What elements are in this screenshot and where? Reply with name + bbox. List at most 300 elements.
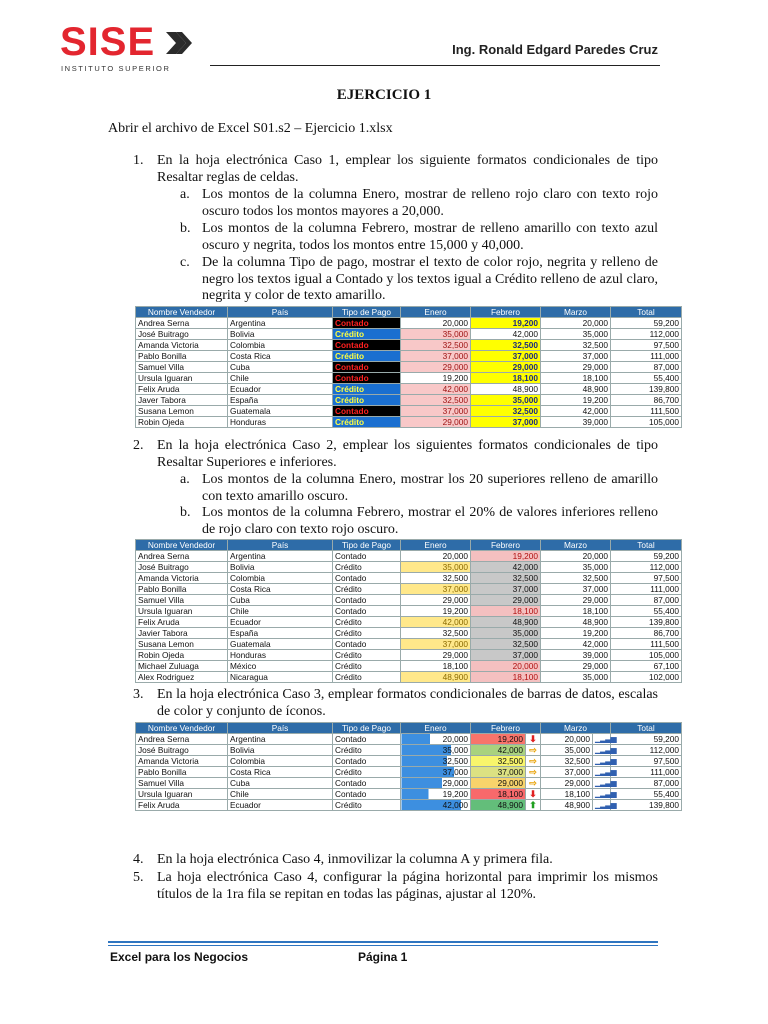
- table-cell: Pablo Bonilla: [136, 767, 228, 778]
- table-cell: 111,000: [611, 767, 682, 778]
- table-row: [136, 628, 682, 639]
- table-cell: Argentina: [228, 551, 333, 562]
- table-cell: 29,000: [541, 595, 611, 606]
- table-cell: Honduras: [228, 650, 333, 661]
- table-cell: Crédito: [333, 584, 401, 595]
- item-text: En la hoja electrónica Caso 4, inmovilizar la columna A y primera fila.: [157, 852, 553, 867]
- table-cell: 20,000: [541, 551, 611, 562]
- table-cell: Andrea Serna: [136, 734, 228, 745]
- table-cell: 32,500: [401, 340, 471, 351]
- table-cell: 97,500: [611, 340, 682, 351]
- table-row: [136, 340, 682, 351]
- column-header: Marzo: [541, 540, 611, 551]
- table-cell: Ursula Iguaran: [136, 789, 228, 800]
- table-cell: 19,200: [541, 395, 611, 406]
- table-cell: Costa Rica: [228, 584, 333, 595]
- table-cell: Contado: [333, 756, 401, 767]
- chevron-right-icon: [164, 28, 194, 58]
- table-cell: Crédito: [333, 329, 401, 340]
- data-bar-cell: 42,000: [401, 800, 471, 811]
- table-cell: 35,000: [541, 562, 611, 573]
- table-cell: 20,000: [541, 734, 593, 745]
- table-cell: 18,100: [471, 373, 541, 384]
- table-cell: 55,400: [611, 789, 682, 800]
- column-header: País: [228, 540, 333, 551]
- table-cell: Honduras: [228, 417, 333, 428]
- arrow-right-icon: ⇨: [526, 745, 541, 756]
- table-row: [136, 756, 682, 767]
- intro-text: Abrir el archivo de Excel S01.s2 – Ejercicio 1.xlsx: [108, 121, 393, 136]
- table-cell: 37,000: [541, 584, 611, 595]
- table-cell: Andrea Serna: [136, 318, 228, 329]
- data-bar-cell: 35,000: [401, 745, 471, 756]
- table-cell: Crédito: [333, 628, 401, 639]
- table-row: [136, 417, 682, 428]
- excel-table-caso2: [135, 539, 682, 683]
- table-cell: 87,000: [611, 595, 682, 606]
- arrow-up-icon: ⬆: [526, 800, 541, 811]
- table-cell: Pablo Bonilla: [136, 584, 228, 595]
- table-row: [136, 606, 682, 617]
- excel-table-caso1: [135, 306, 682, 428]
- table-cell: Argentina: [228, 318, 333, 329]
- signal-bars-icon: ▁▂▃▅: [593, 734, 611, 745]
- table-cell: Crédito: [333, 661, 401, 672]
- table-cell: Contado: [333, 362, 401, 373]
- table-cell: 35,000: [541, 329, 611, 340]
- table-cell: Javier Tabora: [136, 628, 228, 639]
- table-cell: 29,000: [541, 362, 611, 373]
- table-cell: Bolivia: [228, 745, 333, 756]
- signal-bars-icon: ▁▂▃▅: [593, 800, 611, 811]
- table-cell: 42,000: [401, 617, 471, 628]
- table-cell: 35,000: [541, 672, 611, 683]
- column-header: Nombre Vendedor: [136, 307, 228, 318]
- table-row: [136, 595, 682, 606]
- table-cell: 19,200: [401, 373, 471, 384]
- table-cell: 32,500: [541, 573, 611, 584]
- table-cell: 102,000: [611, 672, 682, 683]
- item-text: En la hoja electrónica Caso 3, emplear formatos condicionales de barras de datos, escalas de color y conjunto de íconos.: [157, 687, 658, 719]
- column-header: Febrero: [471, 540, 541, 551]
- table-cell: Robin Ojeda: [136, 650, 228, 661]
- table-cell: Chile: [228, 789, 333, 800]
- table-cell: 59,200: [611, 318, 682, 329]
- item-text: En la hoja electrónica Caso 1, emplear los siguiente formatos condicionales de tipo Resaltar reglas de celdas.: [157, 153, 658, 185]
- table-cell: 42,000: [471, 329, 541, 340]
- data-bar-cell: 37,000: [401, 767, 471, 778]
- sub-letter: b.: [180, 221, 191, 236]
- table-cell: Felix Aruda: [136, 800, 228, 811]
- table-cell: Ecuador: [228, 384, 333, 395]
- item-text: En la hoja electrónica Caso 2, emplear los siguientes formatos condicionales de tipo Resaltar Superiores e inferiores.: [157, 438, 658, 470]
- table-cell: Contado: [333, 778, 401, 789]
- color-scale-cell: 48,900: [471, 800, 526, 811]
- table-cell: 97,500: [611, 756, 682, 767]
- item-number: 4.: [133, 852, 144, 867]
- table-row: [136, 617, 682, 628]
- color-scale-cell: 18,100: [471, 789, 526, 800]
- logo-text: SISE: [60, 20, 156, 64]
- table-cell: Costa Rica: [228, 767, 333, 778]
- page-title: EJERCICIO 1: [336, 87, 432, 103]
- table-cell: 112,000: [611, 329, 682, 340]
- sub-text: Los montos de la columna Enero, mostrar los 20 superiores relleno de amarillo con texto amarillo oscuro.: [202, 472, 658, 504]
- table-cell: 29,000: [471, 362, 541, 373]
- table-cell: 35,000: [401, 329, 471, 340]
- table-cell: Andrea Serna: [136, 551, 228, 562]
- table-cell: 87,000: [611, 778, 682, 789]
- footer-course: Excel para los Negocios: [110, 950, 249, 964]
- table-cell: 20,000: [471, 661, 541, 672]
- table-cell: Susana Lemon: [136, 639, 228, 650]
- table-cell: 18,100: [401, 661, 471, 672]
- table-cell: Guatemala: [228, 639, 333, 650]
- table-cell: 111,000: [611, 584, 682, 595]
- table-cell: 29,000: [471, 595, 541, 606]
- table-cell: 20,000: [541, 318, 611, 329]
- table-cell: 32,500: [541, 756, 593, 767]
- sub-letter: c.: [180, 255, 190, 270]
- table-cell: 19,200: [471, 318, 541, 329]
- table-cell: Crédito: [333, 650, 401, 661]
- table-cell: Argentina: [228, 734, 333, 745]
- table-cell: 39,000: [541, 417, 611, 428]
- table-cell: Contado: [333, 734, 401, 745]
- table-cell: 29,000: [401, 362, 471, 373]
- column-header: Enero: [401, 540, 471, 551]
- table-cell: 32,500: [471, 573, 541, 584]
- table-row: [136, 329, 682, 340]
- table-cell: 55,400: [611, 606, 682, 617]
- table-cell: Cuba: [228, 595, 333, 606]
- column-header: Nombre Vendedor: [136, 723, 228, 734]
- table-cell: España: [228, 395, 333, 406]
- table-cell: Guatemala: [228, 406, 333, 417]
- table-cell: Amanda Victoria: [136, 756, 228, 767]
- column-header: Total: [611, 307, 682, 318]
- table-cell: 18,100: [541, 373, 611, 384]
- table-cell: Contado: [333, 406, 401, 417]
- table-cell: 32,500: [401, 628, 471, 639]
- arrow-down-icon: ⬇: [526, 734, 541, 745]
- table-cell: Ursula Iguaran: [136, 606, 228, 617]
- column-header: Tipo de Pago: [333, 540, 401, 551]
- item-number: 5.: [133, 870, 144, 885]
- table-cell: 37,000: [401, 351, 471, 362]
- table-row: [136, 406, 682, 417]
- table-cell: 18,100: [471, 606, 541, 617]
- column-header: Enero: [401, 307, 471, 318]
- table-cell: Contado: [333, 573, 401, 584]
- table-cell: Contado: [333, 595, 401, 606]
- sub-letter: b.: [180, 505, 191, 520]
- table-cell: 105,000: [611, 417, 682, 428]
- table-cell: 32,500: [401, 573, 471, 584]
- sise-logo: [60, 22, 210, 72]
- table-cell: José Buitrago: [136, 745, 228, 756]
- column-header: País: [228, 307, 333, 318]
- table-cell: Alex Rodriguez: [136, 672, 228, 683]
- table-cell: 42,000: [401, 384, 471, 395]
- table-cell: 37,000: [401, 584, 471, 595]
- table-cell: 48,900: [541, 800, 593, 811]
- table-cell: España: [228, 628, 333, 639]
- sub-text: Los montos de la columna Febrero, mostrar de relleno amarillo con texto azul oscuro y negrita, todos los montos entre 15,000 y 40,000.: [202, 221, 658, 253]
- color-scale-cell: 42,000: [471, 745, 526, 756]
- table-cell: 32,500: [471, 340, 541, 351]
- sub-text: Los montos de la columna Enero, mostrar de relleno rojo claro con texto rojo oscuro todos los montos mayores a 20,000.: [202, 187, 658, 219]
- table-cell: 32,500: [471, 406, 541, 417]
- table-cell: Ecuador: [228, 617, 333, 628]
- table-cell: Javer Tabora: [136, 395, 228, 406]
- table-cell: 97,500: [611, 573, 682, 584]
- signal-bars-icon: ▁▂▃▅: [593, 789, 611, 800]
- color-scale-cell: 37,000: [471, 767, 526, 778]
- table-cell: 111,000: [611, 351, 682, 362]
- table-cell: 19,200: [401, 606, 471, 617]
- sub-letter: a.: [180, 472, 190, 487]
- table-cell: 29,000: [541, 778, 593, 789]
- table-cell: 86,700: [611, 628, 682, 639]
- table-cell: Chile: [228, 606, 333, 617]
- table-row: [136, 395, 682, 406]
- table-cell: José Buitrago: [136, 562, 228, 573]
- color-scale-cell: 29,000: [471, 778, 526, 789]
- table-cell: 139,800: [611, 800, 682, 811]
- table-row: [136, 584, 682, 595]
- table-cell: Contado: [333, 789, 401, 800]
- table-cell: 48,900: [471, 617, 541, 628]
- table-cell: Bolivia: [228, 562, 333, 573]
- table-cell: Colombia: [228, 756, 333, 767]
- table-cell: 32,500: [541, 340, 611, 351]
- table-cell: Cuba: [228, 362, 333, 373]
- table-row: [136, 789, 682, 800]
- table-cell: 86,700: [611, 395, 682, 406]
- data-bar-cell: 29,000: [401, 778, 471, 789]
- table-cell: 111,500: [611, 639, 682, 650]
- arrow-right-icon: ⇨: [526, 767, 541, 778]
- table-cell: 18,100: [541, 606, 611, 617]
- table-cell: 29,000: [401, 595, 471, 606]
- table-cell: Crédito: [333, 351, 401, 362]
- table-cell: 37,000: [401, 639, 471, 650]
- table-cell: Samuel Villa: [136, 595, 228, 606]
- column-header: Marzo: [541, 307, 611, 318]
- table-cell: Samuel Villa: [136, 362, 228, 373]
- table-cell: 37,000: [541, 351, 611, 362]
- table-row: [136, 573, 682, 584]
- table-cell: 37,000: [471, 351, 541, 362]
- logo-subtitle: INSTITUTO SUPERIOR: [61, 64, 171, 73]
- table-cell: 20,000: [401, 318, 471, 329]
- column-header: Febrero: [471, 307, 541, 318]
- table-cell: Crédito: [333, 745, 401, 756]
- table-cell: Colombia: [228, 573, 333, 584]
- signal-bars-icon: ▁▂▃▅: [593, 778, 611, 789]
- table-cell: 18,100: [541, 789, 593, 800]
- table-cell: 37,000: [471, 417, 541, 428]
- header-divider: [210, 65, 660, 66]
- item-number: 1.: [133, 153, 144, 168]
- table-cell: 48,900: [541, 617, 611, 628]
- column-header: Total: [611, 540, 682, 551]
- table-cell: 19,200: [471, 551, 541, 562]
- table-cell: Felix Aruda: [136, 384, 228, 395]
- table-cell: 48,900: [401, 672, 471, 683]
- table-cell: 42,000: [541, 639, 611, 650]
- table-cell: 59,200: [611, 734, 682, 745]
- table-cell: 29,000: [401, 417, 471, 428]
- item-text: La hoja electrónica Caso 4, configurar la página horizontal para imprimir los mismos títulos de la 1ra fila se repitan en todas las páginas, ajustar al 120%.: [157, 870, 658, 902]
- table-cell: 105,000: [611, 650, 682, 661]
- table-row: [136, 562, 682, 573]
- table-cell: Crédito: [333, 617, 401, 628]
- table-cell: 35,000: [541, 745, 593, 756]
- table-cell: Costa Rica: [228, 351, 333, 362]
- table-row: [136, 778, 682, 789]
- table-cell: Amanda Victoria: [136, 340, 228, 351]
- table-row: [136, 351, 682, 362]
- column-header: Enero: [401, 723, 471, 734]
- arrow-right-icon: ⇨: [526, 778, 541, 789]
- table-cell: 42,000: [471, 562, 541, 573]
- table-cell: 32,500: [471, 639, 541, 650]
- table-cell: Crédito: [333, 800, 401, 811]
- table-cell: 37,000: [541, 767, 593, 778]
- table-cell: 19,200: [541, 628, 611, 639]
- table-cell: 18,100: [471, 672, 541, 683]
- footer-divider: [108, 941, 658, 943]
- table-cell: 29,000: [401, 650, 471, 661]
- table-row: [136, 362, 682, 373]
- table-cell: Contado: [333, 551, 401, 562]
- color-scale-cell: 19,200: [471, 734, 526, 745]
- table-cell: Crédito: [333, 767, 401, 778]
- table-cell: 55,400: [611, 373, 682, 384]
- table-row: [136, 650, 682, 661]
- table-row: [136, 551, 682, 562]
- table-cell: Contado: [333, 639, 401, 650]
- table-cell: Pablo Bonilla: [136, 351, 228, 362]
- table-cell: 67,100: [611, 661, 682, 672]
- table-cell: Contado: [333, 606, 401, 617]
- table-cell: 139,800: [611, 617, 682, 628]
- signal-bars-icon: ▁▂▃▅: [593, 767, 611, 778]
- table-row: [136, 639, 682, 650]
- table-row: [136, 384, 682, 395]
- table-cell: 59,200: [611, 551, 682, 562]
- table-cell: 111,500: [611, 406, 682, 417]
- table-cell: 35,000: [471, 628, 541, 639]
- footer-page-number: Página 1: [358, 950, 408, 964]
- table-row: [136, 661, 682, 672]
- table-cell: 112,000: [611, 745, 682, 756]
- column-header: Tipo de Pago: [333, 723, 401, 734]
- column-header: Tipo de Pago: [333, 307, 401, 318]
- table-cell: Amanda Victoria: [136, 573, 228, 584]
- table-cell: 112,000: [611, 562, 682, 573]
- table-cell: Chile: [228, 373, 333, 384]
- table-cell: Samuel Villa: [136, 778, 228, 789]
- table-cell: Cuba: [228, 778, 333, 789]
- table-row: [136, 767, 682, 778]
- table-cell: 48,900: [541, 384, 611, 395]
- table-cell: José Buitrago: [136, 329, 228, 340]
- excel-table-caso3: [135, 722, 682, 811]
- table-cell: 87,000: [611, 362, 682, 373]
- table-cell: 20,000: [401, 551, 471, 562]
- table-cell: Michael Zuluaga: [136, 661, 228, 672]
- table-cell: Felix Aruda: [136, 617, 228, 628]
- sub-text: Los montos de la columna Febrero, mostrar el 20% de valores inferiores relleno de rojo claro con texto rojo oscuro.: [202, 505, 658, 537]
- column-header: Total: [611, 723, 682, 734]
- table-cell: 42,000: [541, 406, 611, 417]
- data-bar-cell: 32,500: [401, 756, 471, 767]
- column-header: País: [228, 723, 333, 734]
- table-row: [136, 745, 682, 756]
- table-cell: Crédito: [333, 672, 401, 683]
- table-row: [136, 672, 682, 683]
- table-cell: 139,800: [611, 384, 682, 395]
- table-cell: Crédito: [333, 417, 401, 428]
- table-cell: México: [228, 661, 333, 672]
- author-name: Ing. Ronald Edgard Paredes Cruz: [452, 42, 658, 57]
- column-header: Marzo: [541, 723, 611, 734]
- table-cell: 39,000: [541, 650, 611, 661]
- table-cell: Colombia: [228, 340, 333, 351]
- table-cell: Susana Lemon: [136, 406, 228, 417]
- data-bar-cell: 19,200: [401, 789, 471, 800]
- table-cell: Ursula Iguaran: [136, 373, 228, 384]
- table-cell: 48,900: [471, 384, 541, 395]
- table-cell: Contado: [333, 318, 401, 329]
- table-row: [136, 800, 682, 811]
- table-cell: 37,000: [401, 406, 471, 417]
- table-cell: 37,000: [471, 584, 541, 595]
- table-row: [136, 734, 682, 745]
- table-cell: Robin Ojeda: [136, 417, 228, 428]
- table-cell: 35,000: [471, 395, 541, 406]
- sub-letter: a.: [180, 187, 190, 202]
- table-cell: Nicaragua: [228, 672, 333, 683]
- table-cell: Contado: [333, 340, 401, 351]
- arrow-down-icon: ⬇: [526, 789, 541, 800]
- item-number: 2.: [133, 438, 144, 453]
- table-row: [136, 373, 682, 384]
- table-cell: Contado: [333, 373, 401, 384]
- table-cell: 29,000: [541, 661, 611, 672]
- table-cell: Crédito: [333, 395, 401, 406]
- table-cell: 35,000: [401, 562, 471, 573]
- table-cell: 37,000: [471, 650, 541, 661]
- color-scale-cell: 32,500: [471, 756, 526, 767]
- arrow-right-icon: ⇨: [526, 756, 541, 767]
- column-header: Nombre Vendedor: [136, 540, 228, 551]
- table-cell: Ecuador: [228, 800, 333, 811]
- item-number: 3.: [133, 687, 144, 702]
- signal-bars-icon: ▁▂▃▅: [593, 745, 611, 756]
- table-cell: Crédito: [333, 562, 401, 573]
- data-bar-cell: 20,000: [401, 734, 471, 745]
- table-cell: 32,500: [401, 395, 471, 406]
- sub-text: De la columna Tipo de pago, mostrar el texto de color rojo, negrita y relleno de negro los textos igual a Contado y los textos igual a Crédito relleno de azul claro, negrita y color de texto amarillo.: [202, 255, 658, 303]
- table-cell: Crédito: [333, 384, 401, 395]
- table-row: [136, 318, 682, 329]
- column-header: Febrero: [471, 723, 541, 734]
- table-cell: Bolivia: [228, 329, 333, 340]
